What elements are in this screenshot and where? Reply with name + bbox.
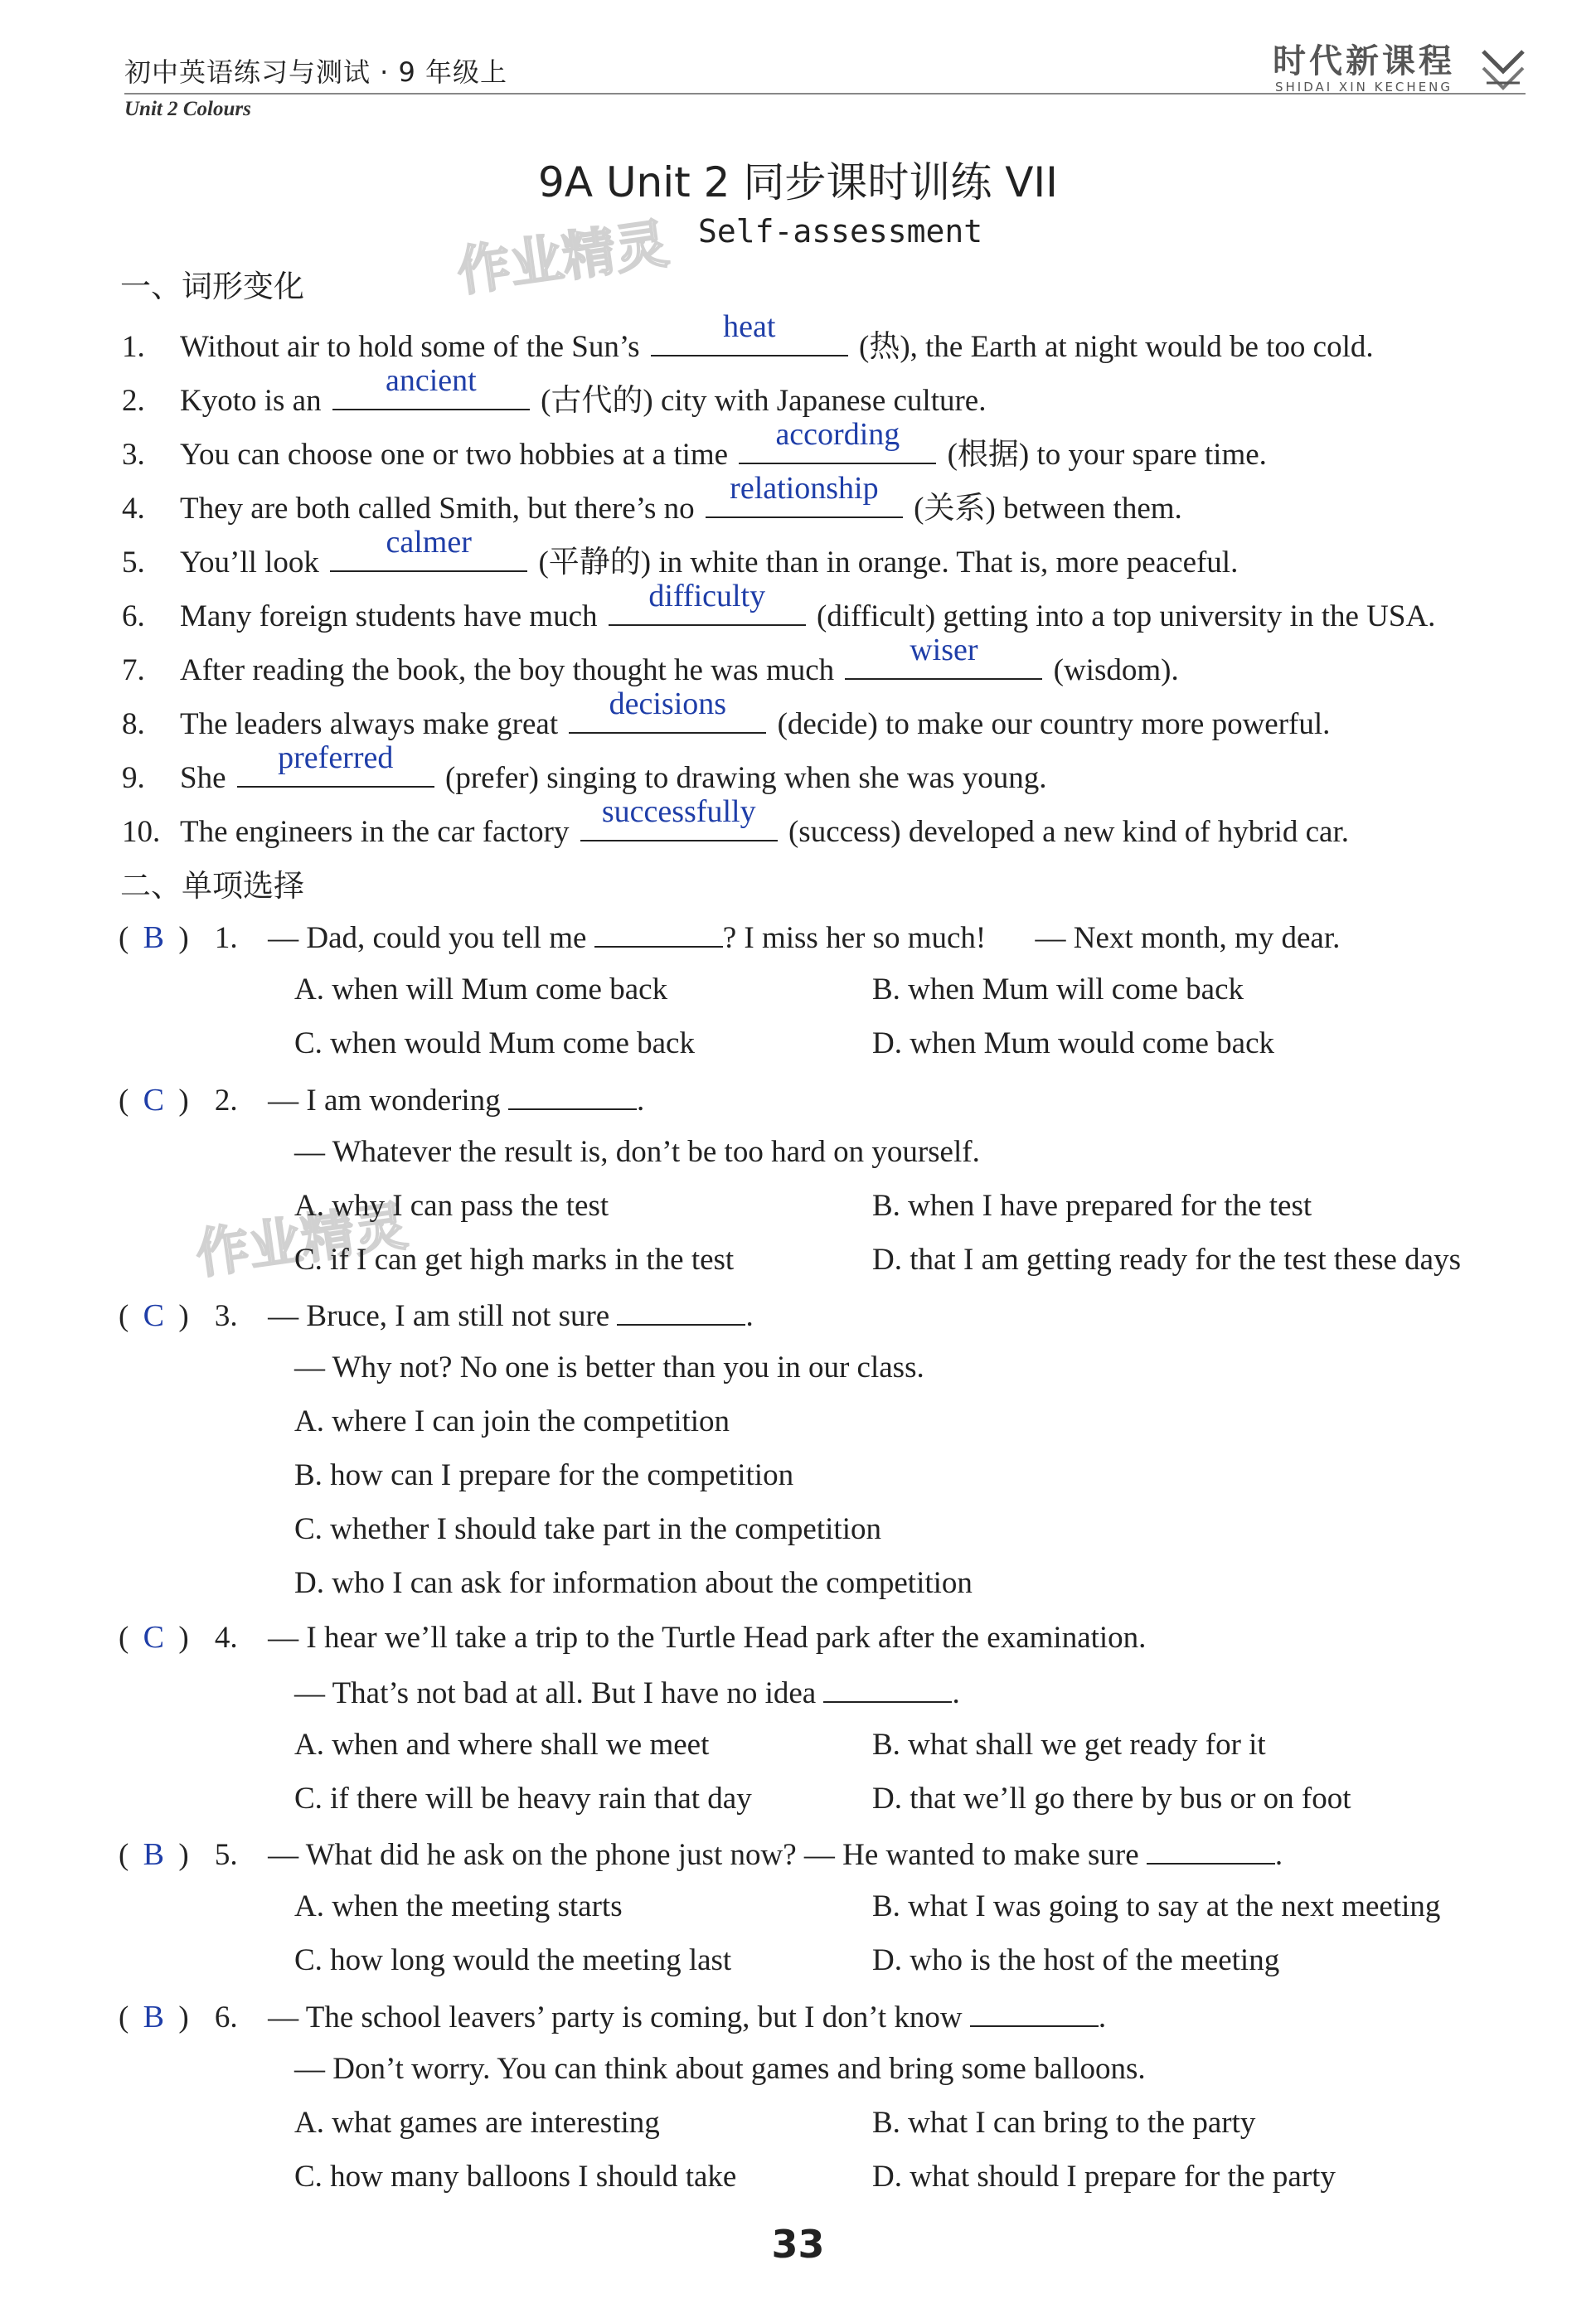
option-b[interactable]: B. when I have prepared for the test [872, 1189, 1312, 1223]
answer-text: preferred [278, 740, 394, 775]
choice-answer[interactable]: B [143, 2000, 164, 2034]
answer-blank[interactable] [845, 633, 1042, 680]
question-number: 3. [214, 1299, 238, 1333]
option-a[interactable]: A. why I can pass the test [294, 1189, 609, 1223]
brand-mark-icon [1480, 46, 1526, 93]
item-number: 3. [122, 438, 145, 472]
vocab-item [122, 363, 987, 419]
answer-blank[interactable] [609, 579, 806, 626]
unit-label: Unit 2 Colours [124, 98, 251, 120]
option-a[interactable]: A. what games are interesting [294, 2106, 660, 2140]
question-blank [508, 1080, 637, 1110]
book-title: 初中英语练习与测试 · 9 年级上 [124, 56, 508, 88]
item-text-after: (关系) between them. [914, 492, 1182, 526]
dialogue-line: — That’s not bad at all. But I have no idea . [294, 1673, 960, 1712]
question-blank [1147, 1835, 1275, 1865]
question-number: 5. [214, 1838, 238, 1872]
item-text-before: Kyoto is an [180, 384, 322, 418]
stem-part: — What did he ask on the phone just now? — He wanted to make sure [268, 1838, 1139, 1872]
item-text-after: (wisdom). [1053, 653, 1179, 687]
vocab-item [122, 686, 1331, 743]
answer-text: according [775, 417, 900, 452]
option-c[interactable]: C. how many balloons I should take [294, 2160, 737, 2194]
question-blank [617, 1296, 745, 1326]
option-c[interactable]: C. whether I should take part in the competition [294, 1512, 881, 1546]
answer-blank[interactable] [739, 417, 936, 464]
vocab-item [122, 579, 1436, 635]
vocab-item [122, 794, 1350, 851]
dialogue-text: — That’s not bad at all. But I have no idea [294, 1676, 817, 1710]
stem-part: ? I miss her so much! [722, 921, 987, 955]
item-number: 8. [122, 707, 145, 741]
brand-logo [1273, 43, 1455, 95]
question-blank [970, 1997, 1099, 2027]
item-number: 6. [122, 599, 145, 633]
item-text-before: The engineers in the car factory [180, 815, 570, 849]
vocab-item [122, 525, 1239, 581]
answer-blank[interactable] [569, 686, 766, 734]
answer-text: ancient [386, 363, 477, 398]
item-text-after: (根据) to your spare time. [947, 438, 1267, 472]
item-text-before: After reading the book, the boy thought he was much [180, 653, 835, 687]
answer-text: wiser [910, 633, 978, 667]
option-d[interactable]: D. that I am getting ready for the test these days [872, 1243, 1461, 1277]
option-d[interactable]: D. who is the host of the meeting [872, 1943, 1280, 1977]
item-number: 4. [122, 492, 145, 526]
stem-part: . [1274, 1838, 1283, 1872]
item-number: 9. [122, 761, 145, 795]
answer-blank[interactable] [651, 309, 848, 356]
option-c[interactable]: C. when would Mum come back [294, 1026, 695, 1060]
vocab-item [122, 417, 1267, 473]
watermark: 作业精灵 [192, 1195, 411, 1287]
option-c[interactable]: C. how long would the meeting last [294, 1943, 732, 1977]
question-number: 6. [214, 2000, 238, 2034]
answer-blank[interactable] [706, 471, 903, 518]
answer-text: successfully [601, 794, 756, 829]
option-b[interactable]: B. what I can bring to the party [872, 2106, 1256, 2140]
stem-part: . [745, 1299, 754, 1333]
choice-answer[interactable]: C [143, 1083, 164, 1118]
item-number: 7. [122, 653, 145, 687]
answer-text: relationship [730, 471, 879, 506]
stem-part: — Dad, could you tell me [268, 921, 587, 955]
question-3-stem: ( C ) 3. — Bruce, I am still not sure . [119, 1296, 754, 1335]
item-text-before: You can choose one or two hobbies at a time [180, 438, 729, 472]
answer-blank[interactable] [580, 794, 778, 841]
choice-answer[interactable]: B [143, 1837, 164, 1872]
vocab-item [122, 309, 1374, 366]
item-text-before: They are both called Smith, but there’s no [180, 492, 695, 526]
answer-text: heat [723, 309, 776, 344]
item-text-before: You’ll look [180, 546, 319, 580]
item-text-after: (decide) to make our country more powerful. [777, 707, 1331, 741]
option-d[interactable]: D. that we’ll go there by bus or on foot [872, 1782, 1351, 1816]
stem-part: . [1098, 2000, 1107, 2034]
vocab-item [122, 471, 1182, 527]
item-number: 2. [122, 384, 145, 418]
stem-reply: — Next month, my dear. [1035, 921, 1341, 955]
watermark: 作业精灵 [453, 213, 672, 304]
question-blank [823, 1673, 952, 1703]
item-number: 10. [122, 815, 161, 849]
page-subtitle: Self-assessment [698, 213, 983, 250]
stem-part: — Bruce, I am still not sure [268, 1299, 610, 1333]
item-text-after: (热), the Earth at night would be too cold. [859, 330, 1374, 364]
item-text-before: The leaders always make great [180, 707, 559, 741]
answer-text: difficulty [648, 579, 766, 613]
question-2-stem: ( C ) 2. — I am wondering . [119, 1080, 644, 1119]
dialogue-line: — Why not? No one is better than you in our class. [294, 1351, 924, 1384]
question-4-stem: ( C ) 4. — I hear we’ll take a trip to the Turtle Head park after the examination. [119, 1620, 1147, 1655]
option-d[interactable]: D. what should I prepare for the party [872, 2160, 1336, 2194]
choice-answer[interactable]: C [143, 1620, 164, 1655]
question-number: 1. [214, 921, 238, 955]
brand-cn-text: 时代新课程 [1273, 42, 1455, 80]
brand-en-text: SHIDAI XIN KECHENG [1274, 80, 1453, 95]
option-c[interactable]: C. if I can get high marks in the test [294, 1243, 735, 1277]
question-number: 4. [214, 1621, 238, 1655]
answer-text: decisions [609, 686, 727, 721]
option-b[interactable]: B. what shall we get ready for it [872, 1728, 1266, 1762]
item-text-before: Many foreign students have much [180, 599, 598, 633]
page-number: 33 [771, 2222, 825, 2267]
item-text-after: (平静的) in white than in orange. That is, more peaceful. [538, 546, 1239, 580]
vocab-item [122, 633, 1179, 689]
question-5-stem: ( B ) 5. — What did he ask on the phone just now? — He wanted to make sure . [119, 1835, 1283, 1874]
stem-part: — The school leavers’ party is coming, but I don’t know [268, 2000, 963, 2034]
choice-answer[interactable]: B [143, 920, 164, 955]
section-2-heading: 二、单项选择 [120, 868, 304, 904]
vocab-item [122, 740, 1047, 797]
question-blank [594, 918, 723, 948]
item-number: 1. [122, 330, 145, 364]
option-b[interactable]: B. when Mum will come back [872, 972, 1244, 1006]
option-a[interactable]: A. where I can join the competition [294, 1404, 730, 1438]
item-text-after: (success) developed a new kind of hybrid car. [788, 815, 1350, 849]
option-a[interactable]: A. when will Mum come back [294, 972, 668, 1006]
item-text-after: (difficult) getting into a top university in the USA. [817, 599, 1436, 633]
question-1-stem: ( B ) 1. — Dad, could you tell me ? I miss her so much! — Next month, my dear. [119, 918, 1340, 957]
stem-part: . [636, 1084, 645, 1118]
option-a[interactable]: A. when and where shall we meet [294, 1728, 710, 1762]
dialogue-line: — Don’t worry. You can think about games and bring some balloons. [294, 2052, 1146, 2086]
stem-part: — I hear we’ll take a trip to the Turtle Head park after the examination. [268, 1621, 1147, 1655]
option-d[interactable]: D. who I can ask for information about the competition [294, 1566, 973, 1600]
answer-blank[interactable] [237, 740, 434, 788]
answer-blank[interactable] [330, 525, 527, 572]
item-text-before: She [180, 761, 226, 795]
option-b[interactable]: B. what I was going to say at the next meeting [872, 1889, 1441, 1923]
item-number: 5. [122, 546, 145, 580]
section-1-heading: 一、词形变化 [120, 269, 304, 304]
item-text-before: Without air to hold some of the Sun’s [180, 330, 640, 364]
answer-blank[interactable] [332, 363, 530, 410]
page-title: 9A Unit 2 同步课时训练 VII [538, 158, 1058, 206]
option-b[interactable]: B. how can I prepare for the competition [294, 1458, 794, 1492]
item-text-after: (古代的) city with Japanese culture. [541, 384, 987, 418]
option-d[interactable]: D. when Mum would come back [872, 1026, 1275, 1060]
item-text-after: (prefer) singing to drawing when she was young. [445, 761, 1047, 795]
option-a[interactable]: A. when the meeting starts [294, 1889, 623, 1923]
option-c[interactable]: C. if there will be heavy rain that day [294, 1782, 752, 1816]
question-number: 2. [214, 1084, 238, 1118]
question-6-stem: ( B ) 6. — The school leavers’ party is coming, but I don’t know . [119, 1997, 1106, 2036]
stem-part: — I am wondering [268, 1084, 501, 1118]
answer-text: calmer [386, 525, 472, 560]
choice-answer[interactable]: C [143, 1298, 164, 1333]
dialogue-line: — Whatever the result is, don’t be too hard on yourself. [294, 1135, 980, 1169]
